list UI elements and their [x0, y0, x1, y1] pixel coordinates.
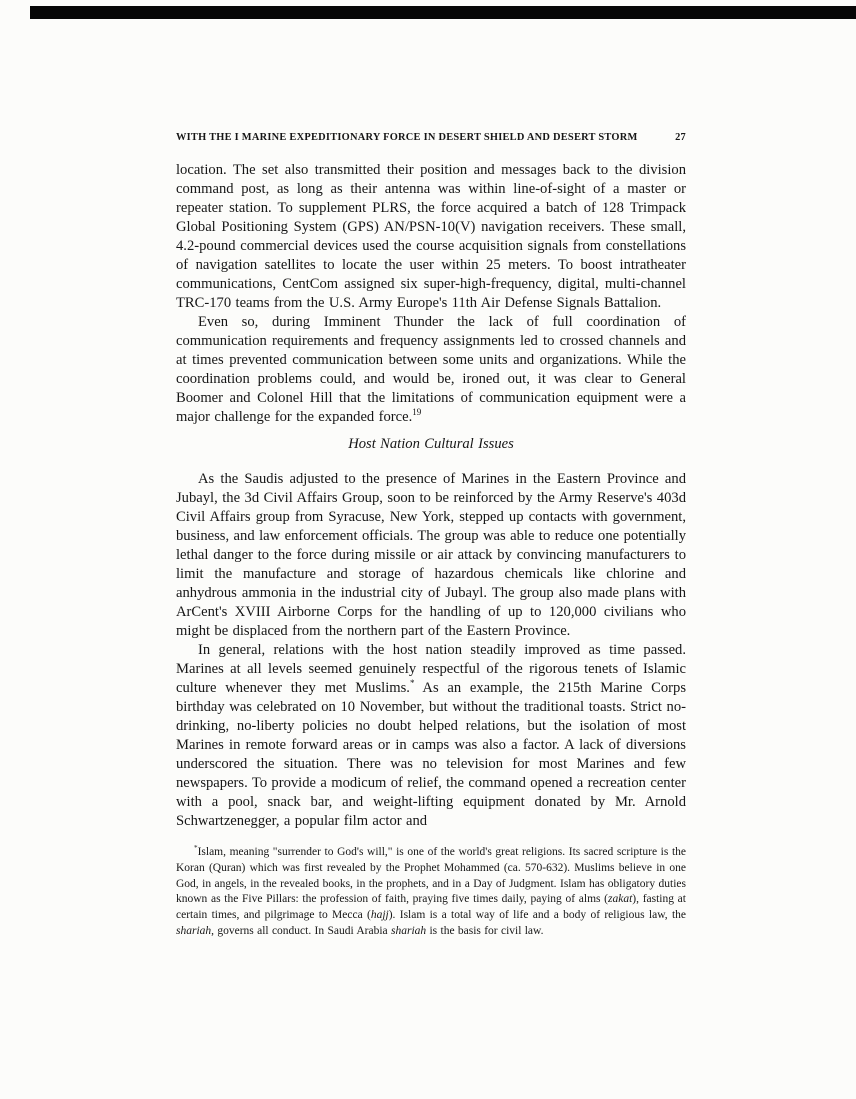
section-heading: Host Nation Cultural Issues	[348, 436, 514, 452]
footnote-text: *Islam, meaning "surrender to God's will," is one of the world's great religions. Its sacred scripture is the Koran (Quran) which was first revealed by the Prophet Mohammed (ca. 570-632). Muslims believe in one God, in angels, in the revealed books, in the prophets, and in a Day of Judgment. Islam has obligatory duties known as the Five Pillars: the profession of faith, praying five times daily, paying of alms (zakat), fasting at certain times, and pilgrimage to Mecca (hajj). Islam is a total way of life and a body of religious law, the shariah, governs all conduct. In Saudi Arabia shariah is the basis for civil law.	[176, 844, 687, 937]
page-text-block	[176, 131, 686, 940]
running-header	[176, 131, 686, 144]
body-text	[176, 161, 686, 831]
paragraph: As the Saudis adjusted to the presence of Marines in the Eastern Province and Jubayl, the 3d Civil Affairs Group, soon to be reinforced by the Army Reserve's 403d Civil Affairs group from Syracuse, New York, stepped up contacts with government, business, and law enforcement officials. The group was able to reduce one potentially lethal danger to the force during missile or air attack by convincing manufacturers to limit the manufacture and storage of hazardous chemicals like chlorine and anhydrous ammonia in the industrial city of Jubayl. The group also made plans with ArCent's XVIII Airborne Corps for the handling of up to 120,000 civilians who might be displaced from the northern part of the Eastern Province.	[176, 471, 686, 639]
page-number: 27	[675, 132, 686, 143]
paragraph: Even so, during Imminent Thunder the lack of full coordination of communication requirements and frequency assignments led to crossed channels and at times prevented communication between some units and organizations. While the coordination problems could, and would be, ironed out, it was clear to General Boomer and Colonel Hill that the limitations of communication equipment were a major challenge for the expanded force.$^{19}$	[176, 314, 686, 425]
running-header-title: WITH THE I MARINE EXPEDITIONARY FORCE IN DESERT SHIELD AND DESERT STORM	[176, 132, 638, 143]
paragraph: location. The set also transmitted their position and messages back to the division command post, as long as their antenna was within line-of-sight of a master or repeater station. To supplement PLRS, the force acquired a batch of 128 Trimpack Global Positioning System (GPS) AN/PSN-10(V) navigation receivers. These small, 4.2-pound commercial devices used the course acquisition signals from constellations of navigation satellites to locate the user within 25 meters. To boost intratheater communications, CentCom assigned six super-high-frequency, digital, multi-channel TRC-170 teams from the U.S. Army Europe's 11th Air Defense Signals Battalion.	[176, 162, 686, 311]
paragraph: In general, relations with the host nation steadily improved as time passed. Marines at all levels seemed genuinely respectful of the rigorous tenets of Islamic culture whenever they met Muslims.* As an example, the 215th Marine Corps birthday was celebrated on 10 November, but without the traditional toasts. Strict no-drinking, no-liberty policies no doubt helped relations, but the isolation of most Marines in remote forward areas or in camps was also a factor. A lack of diversions underscored the situation. There was no television for most Marines and few newspapers. To provide a modicum of relief, the command opened a recreation center with a pool, snack bar, and weight-lifting equipment donated by Mr. Arnold Schwartzenegger, a popular film actor and	[176, 642, 686, 829]
scan-artifact-bar	[30, 6, 856, 19]
footnote	[176, 845, 686, 940]
